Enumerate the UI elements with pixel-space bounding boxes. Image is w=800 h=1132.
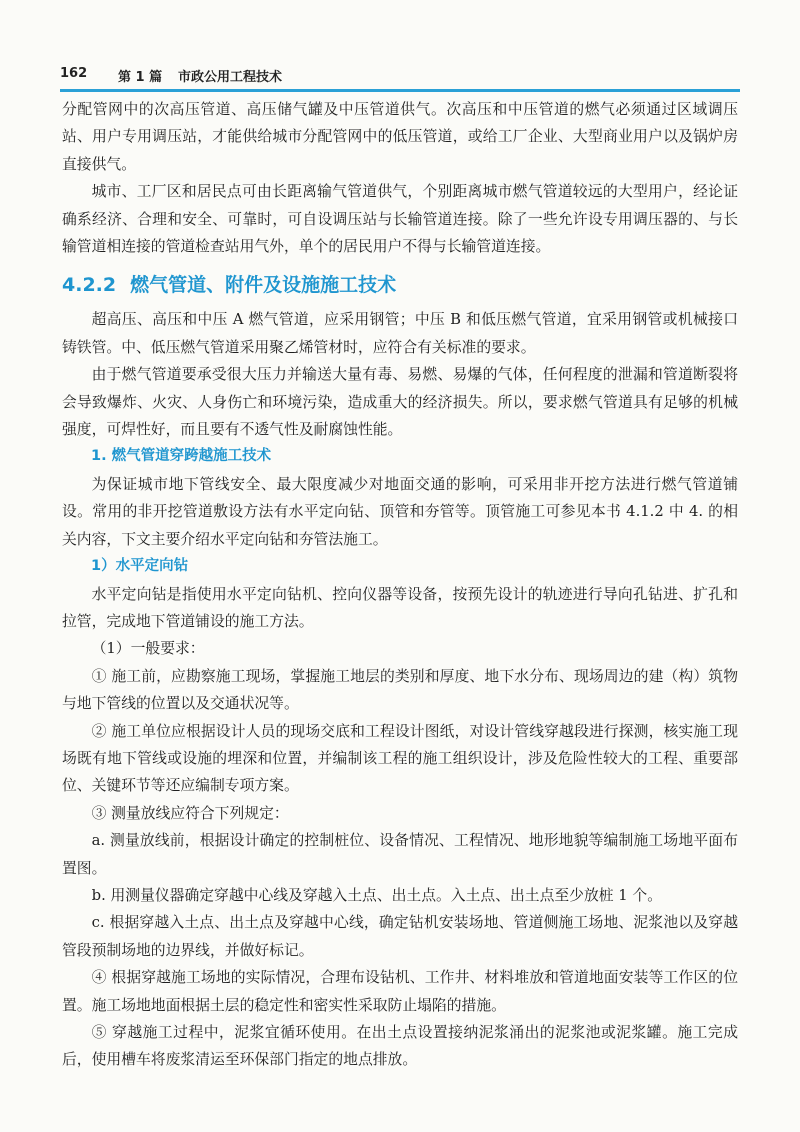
running-header: [60, 66, 740, 88]
section-number: 4.2.2: [62, 274, 117, 297]
page-number: 162: [60, 66, 88, 81]
sub-list-item: a. 测量放线前，根据设计确定的控制桩位、设备情况、工程情况、地形地貌等编制施工场地平面布置图。: [62, 832, 738, 877]
paragraph: 分配管网中的次高压管道、高压储气罐及中压管道供气。次高压和中压管道的燃气必须通过区域调压站、用户专用调压站，才能供给城市分配管网中的低压管道，或给工厂企业、大型商业用户以及锅炉房直接供气。: [62, 101, 738, 173]
paragraph: 城市、工厂区和居民点可由长距离输气管道供气，个别距离城市燃气管道较远的大型用户，经论证确系经济、合理和安全、可靠时，可自设调压站与长输管道连接。除了一些允许设专用调压器的、与长输管道相连接的管道检查站用气外，单个的居民用户不得与长输管道连接。: [62, 183, 738, 256]
section-label: 市政公用工程技术: [178, 70, 283, 85]
list-item: ⑤ 穿越施工过程中，泥浆宜循环使用。在出土点设置接纳泥浆涌出的泥浆池或泥浆罐。施工完成后，使用槽车将废浆清运至环保部门指定的地点排放。: [62, 1024, 738, 1069]
paragraph: 超高压、高压和中压 A 燃气管道，应采用钢管；中压 B 和低压燃气管道，宜采用钢管或机械接口铸铁管。中、低压燃气管道采用聚乙烯管材时，应符合有关标准的要求。: [62, 311, 738, 356]
list-item: ② 施工单位应根据设计人员的现场交底和工程设计图纸，对设计管线穿越段进行探测，核实施工现场既有地下管线或设施的埋深和位置，并编制该工程的施工组织设计，涉及危险性较大的工程、重要部位、关键环节等还应编制专项方案。: [62, 722, 738, 795]
list-item: ④ 根据穿越施工场地的实际情况，合理布设钻机、工作井、材料堆放和管道地面安装等工作区的位置。施工场地地面根据土层的稳定性和密实性采取防止塌陷的措施。: [62, 969, 738, 1014]
paragraph: 水平定向钻是指使用水平定向钻机、控向仪器等设备，按预先设计的轨迹进行导向孔钻进、扩孔和拉管，完成地下管道铺设的施工方法。: [62, 585, 738, 630]
paragraph: 为保证城市地下管线安全、最大限度减少对地面交通的影响，可采用非开挖方法进行燃气管道铺设。常用的非开挖管道敷设方法有水平定向钻、顶管和夯管等。顶管施工可参见本书 4.1.2 中 4. 的相关内容，下文主要介绍水平定向钻和夯管法施工。: [62, 475, 738, 548]
part-label: 第 1 篇: [118, 70, 163, 85]
subsection-heading: 1. 燃气管道穿跨越施工技术: [91, 448, 272, 465]
section-heading: [62, 272, 738, 298]
subsubsection-heading: 1）水平定向钻: [91, 558, 189, 575]
sub-list-item: c. 根据穿越入土点、出土点及穿越中心线，确定钻机安装场地、管道侧施工场地、泥浆池以及穿越管段预制场地的边界线，并做好标记。: [62, 914, 738, 959]
list-item: ① 施工前，应勘察施工现场，掌握施工地层的类别和厚度、地下水分布、现场周边的建（构）筑物与地下管线的位置以及交通状况等。: [62, 667, 738, 713]
paragraph: 由于燃气管道要承受很大压力并输送大量有毒、易燃、易爆的气体，任何程度的泄漏和管道断裂将会导致爆炸、火灾、人身伤亡和环境污染，造成重大的经济损失。所以，要求燃气管道具有足够的机械强度，可焊性好，而且要有不透气性及耐腐蚀性能。: [62, 366, 738, 439]
list-item: ③ 测量放线应符合下列规定：: [91, 804, 289, 822]
list-heading: （1）一般要求：: [91, 640, 205, 658]
header-rule: [60, 89, 740, 92]
section-title: 燃气管道、附件及设施施工技术: [130, 274, 397, 297]
sub-list-item: b. 用测量仪器确定穿越中心线及穿越入土点、出土点。入土点、出土点至少放桩 1 个。: [91, 886, 662, 904]
page-body: [62, 96, 738, 1074]
